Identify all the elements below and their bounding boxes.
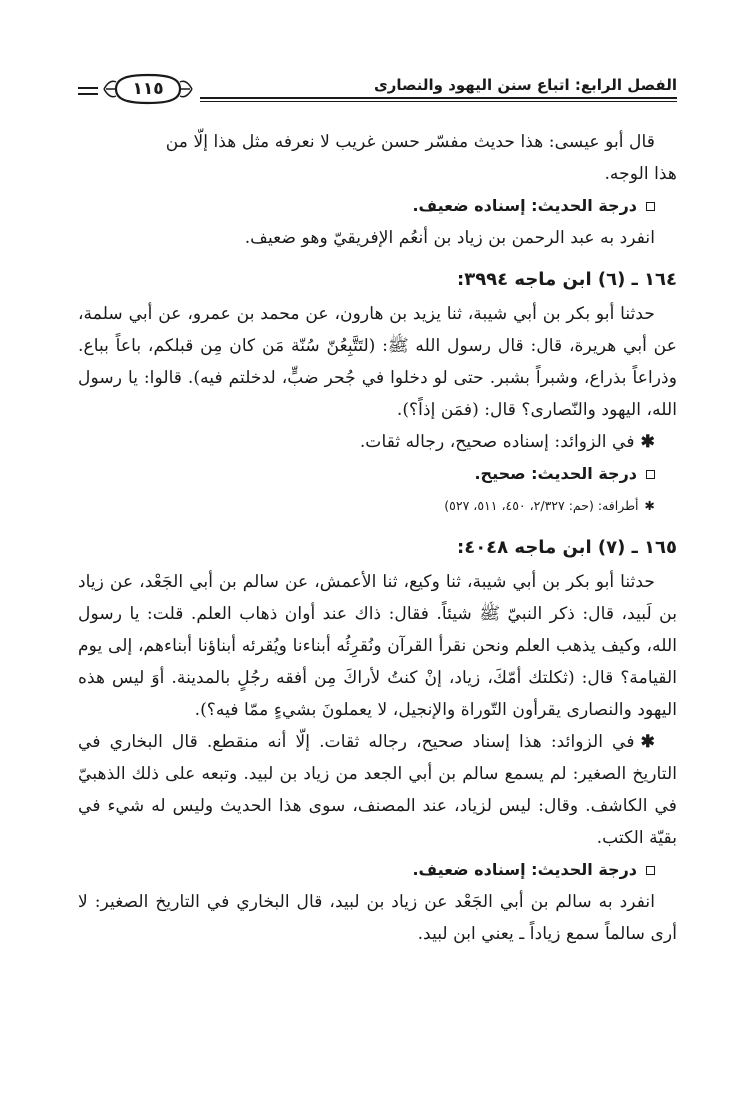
hadith-165 — [78, 530, 677, 950]
grade-text: درجة الحديث: إسناده ضعيف. — [412, 860, 637, 879]
square-bullet-icon — [646, 202, 655, 211]
ornament-lines — [78, 87, 98, 99]
zawaid-note — [78, 426, 677, 458]
asterisk-icon: ✱ — [640, 432, 655, 452]
square-bullet-icon — [646, 470, 655, 479]
atraf-note — [78, 490, 677, 522]
zawaid-text: في الزوائد: إسناده صحيح، رجاله ثقات. — [359, 432, 635, 452]
square-bullet-icon — [646, 866, 655, 875]
asterisk-icon: ✱ — [640, 732, 655, 752]
chapter-title: الفصل الرابع: اتباع سنن اليهود والنصارى — [373, 76, 677, 94]
page-number: ١١٥ — [132, 79, 164, 99]
asterisk-icon: ✱ — [644, 498, 655, 513]
grade-text: درجة الحديث: إسناده ضعيف. — [412, 196, 637, 215]
hadith-text: حدثنا أبو بكر بن أبي شيبة، ثنا وكيع، ثنا الأعمش، عن سالم بن أبي الجَعْد، عن زياد بن لَبيد، قال: ذكر النبيّ ﷺ شيئاً. فقال: ذاك عند أوان ذهاب العلم. قلت: يا رسول الله، وكيف يذهب العلم ونحن نقرأ القرآن ونُقرِئُه أبناءنا ويُقرئه أبناؤنا أبناءهم، إلى يوم القيامة؟ قال: (ثكلتك أمّكَ، زياد، إنْ كنتُ لأراكَ مِن أفقه رجُلٍ بالمدينة. أوَ ليس هذه اليهود والنصارى يقرأون التّوراة والإنجيل، لا يعملونَ بشيءٍ ممّا فيه؟). — [78, 572, 677, 720]
abu-isa-comment-line2: هذا الوجه. — [604, 164, 677, 184]
zawaid-text: في الزوائد: هذا إسناد صحيح، رجاله ثقات. إلّا أنه منقطع. قال البخاري في التاريخ الصغير: لم يسمع سالم بن أبي الجعد من زياد بن لبيد. وتبعه على ذلك الذهبيّ في الكاشف. وقال: ليس لزياد، عند المصنف، سوى هذا الحديث وليس له شيء في بقيّة الكتب. — [78, 732, 677, 848]
intro-section — [78, 126, 677, 254]
narration-note: انفرد به سالم بن أبي الجَعْد عن زياد بن لبيد، قال البخاري في التاريخ الصغير: لا أرى سالماً سمع زياداً ـ يعني ابن لبيد. — [78, 892, 677, 944]
hadith-heading: ١٦٤ ـ (٦) ابن ماجه ٣٩٩٤: — [457, 269, 677, 290]
atraf-text: أطرافه: (حم: ٢/٣٢٧، ٤٥٠، ٥١١، ٥٢٧) — [444, 498, 639, 513]
hadith-164 — [78, 262, 677, 522]
hadith-heading: ١٦٥ ـ (٧) ابن ماجه ٤٠٤٨: — [457, 537, 677, 558]
page-number-ornament — [102, 72, 194, 106]
hadith-grade — [78, 854, 677, 886]
hadith-grade — [78, 190, 677, 222]
grade-text: درجة الحديث: صحيح. — [474, 464, 637, 483]
page-header — [78, 60, 677, 112]
narration-note: انفرد به عبد الرحمن بن زياد بن أنعُم الإفريقيّ وهو ضعيف. — [244, 228, 655, 248]
zawaid-note — [78, 726, 677, 854]
hadith-grade — [78, 458, 677, 490]
abu-isa-comment-line1: قال أبو عيسى: هذا حديث مفسّر حسن غريب لا نعرفه مثل هذا إلّا من — [165, 132, 655, 152]
hadith-text: حدثنا أبو بكر بن أبي شيبة، ثنا يزيد بن هارون، عن محمد بن عمرو، عن أبي سلمة، عن أبي هريرة، قال: قال رسول الله ﷺ: (لتَتَّبِعُنّ سُنّة مَن كان مِن قبلكم، باعاً بباع. وذراعاً بذراع، وشبراً بشبر. حتى لو دخلوا في جُحر ضبٍّ، لدخلتم فيه). قالوا: يا رسول الله، اليهود والنّصارى؟ قال: (فمَن إذاً؟). — [78, 304, 677, 420]
header-rule — [200, 97, 677, 102]
book-page — [78, 60, 677, 1100]
